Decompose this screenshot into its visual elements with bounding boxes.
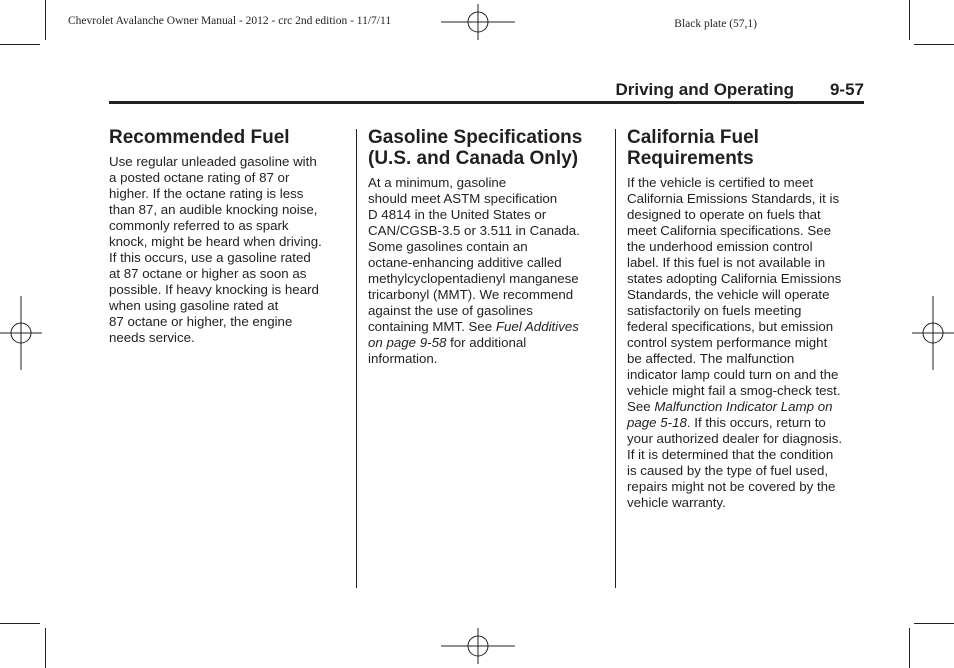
text-line: satisfactorily on fuels meeting <box>627 303 802 318</box>
text-line: commonly referred to as spark <box>109 218 289 233</box>
text-line: should meet ASTM specification <box>368 191 558 206</box>
running-head <box>109 80 864 102</box>
text-line-with-link <box>627 415 867 431</box>
body-text <box>627 175 867 511</box>
text-line: when using gasoline rated at <box>109 298 279 313</box>
text-line: designed to operate on fuels that <box>627 207 821 222</box>
column-california-fuel <box>627 127 867 511</box>
text-line: Use regular unleaded gasoline with <box>109 154 317 169</box>
text-line: tricarbonyl (MMT). We recommend <box>368 287 574 302</box>
text-line: repairs might not be covered by the <box>627 479 836 494</box>
text-line: octane-enhancing additive called <box>368 255 562 270</box>
print-meta-left: Chevrolet Avalanche Owner Manual - 2012 - crc 2nd edition - 11/7/11 <box>68 15 392 27</box>
text-line: If the vehicle is certified to meet <box>627 175 814 190</box>
text-line: states adopting California Emissions <box>627 271 842 286</box>
text-line: 87 octane or higher, the engine <box>109 314 293 329</box>
registration-mark-icon <box>441 4 515 40</box>
text-line: higher. If the octane rating is less <box>109 186 304 201</box>
crop-mark <box>45 628 46 668</box>
text-line: D 4814 in the United States or <box>368 207 547 222</box>
text-line: at 87 octane or higher as soon as <box>109 266 307 281</box>
text-line: a posted octane rating of 87 or <box>109 170 290 185</box>
heading-line: Recommended Fuel <box>109 127 290 148</box>
text-line: California Emissions Standards, it is <box>627 191 840 206</box>
heading-line: Gasoline Specifications <box>368 127 583 148</box>
page-number: 9-57 <box>829 80 864 99</box>
crop-mark <box>45 0 46 40</box>
text-line: knock, might be heard when driving. <box>109 234 322 249</box>
heading-line: Requirements <box>627 148 754 169</box>
text-line: indicator lamp could turn on and the <box>627 367 839 382</box>
crop-mark <box>0 44 40 45</box>
crop-mark <box>914 623 954 624</box>
text-line: needs service. <box>109 330 195 345</box>
column-recommended-fuel <box>109 127 345 346</box>
crop-mark <box>909 0 910 40</box>
text-line: At a minimum, gasoline <box>368 175 507 190</box>
text-line: possible. If heavy knocking is heard <box>109 282 319 297</box>
text-line: the underhood emission control <box>627 239 813 254</box>
column-divider <box>615 129 616 588</box>
text-line: against the use of gasolines <box>368 303 533 318</box>
crop-mark <box>914 44 954 45</box>
text-line: vehicle warranty. <box>627 495 726 510</box>
text-line: vehicle might fail a smog-check test. <box>627 383 841 398</box>
text-line: meet California specifications. See <box>627 223 831 238</box>
text-line: If this occurs, use a gasoline rated <box>109 250 311 265</box>
section-heading <box>109 127 345 148</box>
heading-line: California Fuel <box>627 127 759 148</box>
crop-mark <box>0 623 40 624</box>
cross-reference-link[interactable]: Fuel Additives <box>495 319 579 334</box>
text-line-with-link <box>627 399 867 415</box>
text-line-with-link <box>368 335 604 351</box>
heading-line: (U.S. and Canada Only) <box>368 148 579 169</box>
section-title: Driving and Operating <box>615 80 794 99</box>
text-line: CAN/CGSB-3.5 or 3.511 in Canada. <box>368 223 580 238</box>
cross-reference-link[interactable]: Malfunction Indicator Lamp on <box>654 399 833 414</box>
cross-reference-link[interactable]: on page 9-58 <box>368 335 447 350</box>
section-heading <box>368 127 604 169</box>
text-line: Some gasolines contain an <box>368 239 528 254</box>
text-line: be affected. The malfunction <box>627 351 795 366</box>
crop-mark <box>909 628 910 668</box>
column-gasoline-specifications <box>368 127 604 367</box>
text-fragment: containing MMT. See <box>368 319 496 334</box>
text-line-with-link <box>368 319 604 335</box>
header-rule <box>109 101 864 104</box>
text-fragment: . If this occurs, return to <box>686 415 826 430</box>
text-line: label. If this fuel is not available in <box>627 255 826 270</box>
registration-mark-icon <box>441 628 515 664</box>
text-line: control system performance might <box>627 335 828 350</box>
cross-reference-link[interactable]: page 5-18 <box>627 415 687 430</box>
body-text <box>109 154 345 346</box>
text-fragment: See <box>627 399 655 414</box>
text-line: federal specifications, but emission <box>627 319 834 334</box>
text-line: If it is determined that the condition <box>627 447 834 462</box>
column-divider <box>356 129 357 588</box>
text-line: methylcyclopentadienyl manganese <box>368 271 579 286</box>
body-text <box>368 175 604 367</box>
text-line: Standards, the vehicle will operate <box>627 287 830 302</box>
text-line: than 87, an audible knocking noise, <box>109 202 318 217</box>
text-line: is caused by the type of fuel used, <box>627 463 829 478</box>
text-line: information. <box>368 351 438 366</box>
registration-mark-icon <box>912 296 954 370</box>
section-heading <box>627 127 867 169</box>
registration-mark-icon <box>0 296 42 370</box>
print-meta-right: Black plate (57,1) <box>674 18 757 30</box>
text-fragment: for additional <box>446 335 527 350</box>
text-line: your authorized dealer for diagnosis. <box>627 431 843 446</box>
